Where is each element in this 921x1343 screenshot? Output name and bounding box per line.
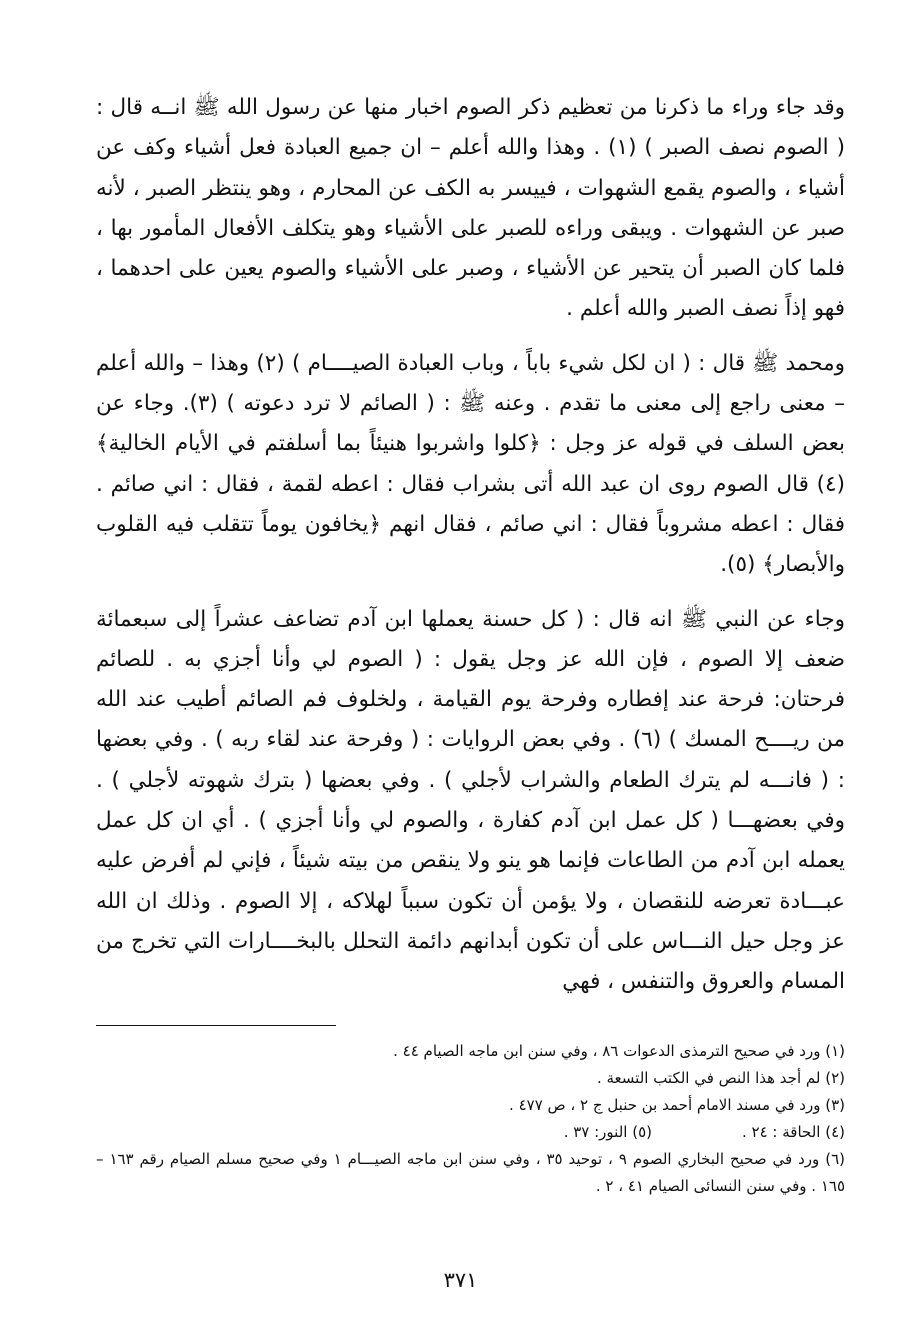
footnote-1: (١) ورد في صحيح الترمذى الدعوات ٨٦ ، وفي سنن ابن ماجه الصيام ٤٤ . xyxy=(393,1041,845,1060)
footnote-separator xyxy=(96,1025,336,1026)
footnote-5: (٥) النور: ٣٧ . xyxy=(563,1122,652,1141)
footnote-6: (٦) ورد في صحيح البخاري الصوم ٩ ، توحيد ٣٥ ، وفي سنن ابن ماجه الصيـــام ١ وفي صحيح مسلم الصيام رقم ١٦٣ – ١٦٥ . وفي سنن النسائى الصيام ٤١ ، ٢ . xyxy=(96,1149,845,1195)
footnotes xyxy=(96,1038,845,1200)
paragraph-2: ومحمد ﷺ قال : ( ان لكل شيء باباً ، وباب العبادة الصيــــام ) (٢) وهذا – والله أعلم – معنى راجع إلى معنى ما تقدم . وعنه ﷺ : ( الصائم لا ترد دعوته ) (٣). وجاء عن بعض السلف في قوله عز وجل : ﴿كلوا واشربوا هنيئاً بما أسلفتم في الأيام الخالية﴾ (٤) قال الصوم روى ان عبد الله أتى بشراب فقال : اعطه لقمة ، فقال : اني صائم . فقال : اعطه مشروباً فقال : اني صائم ، فقال انهم ﴿يخافون يوماً تتقلب فيه القلوب والأبصار﴾ (٥). xyxy=(96,350,845,578)
footnote-4: (٤) الحاقة : ٢٤ . xyxy=(741,1122,845,1141)
main-text xyxy=(96,88,845,1003)
footnote-2: (٢) لم أجد هذا النص في الكتب التسعة . xyxy=(596,1068,845,1087)
footnote-row-4-5 xyxy=(96,1119,845,1146)
page-number: ٣٧١ xyxy=(443,1268,478,1292)
footnote-3: (٣) ورد في مسند الامام أحمد بن حنبل ج ٢ ، ص ٤٧٧ . xyxy=(509,1095,845,1114)
paragraph-3: وجاء عن النبي ﷺ انه قال : ( كل حسنة يعملها ابن آدم تضاعف عشراً إلى سبعمائة ضعف إلا الصوم ، فإن الله عز وجل يقول : ( الصوم لي وأنا أجزي به . للصائم فرحتان: فرحة عند إفطاره وفرحة يوم القيامة ، ولخلوف فم الصائم أطيب عند الله من ريــــح المسك ) (٦) . وفي بعض الروايات : ( وفرحة عند لقاء ربه ) . وفي بعضها : ( فانـــه لم يترك الطعام والشراب لأجلي ) . وفي بعضها ( بترك شهوته لأجلي ) . وفي بعضهـــا ( كل عمل ابن آدم كفارة ، والصوم لي وأنا أجزي ) . أي ان كل عمل يعمله ابن آدم من الطاعات فإنما هو ينو ولا ينقص من بيته شيئاً ، فإني لم أفرض عليه عبـــادة تعرضه للنقصان ، ولا يؤمن أن تكون سبباً لهلاكه ، إلا الصوم . وذلك ان الله عز وجل حيل النـــاس على أن تكون أبدانهم دائمة التحلل بالبخــــارات التي تخرج من المسام والعروق والتنفس ، فهي xyxy=(96,606,845,995)
paragraph-1: وقد جاء وراء ما ذكرنا من تعظيم ذكر الصوم اخبار منها عن رسول الله ﷺ انــه قال : ( الصوم نصف الصبر ) (١) . وهذا والله أعلم – ان جميع العبادة فعل أشياء وكف عن أشياء ، والصوم يقمع الشهوات ، فييسر به الكف عن المحارم ، وهو ينتظر الصبر ، لأنه صبر عن الشهوات . ويبقى وراءه للصبر على الأشياء وهو يتكلف الأفعال المأمور بها ، فلما كان الصبر أن يتحير عن الأشياء ، وصبر على الأشياء والصوم يعين على احدهما ، فهو إذاً نصف الصبر والله أعلم . xyxy=(96,95,845,322)
